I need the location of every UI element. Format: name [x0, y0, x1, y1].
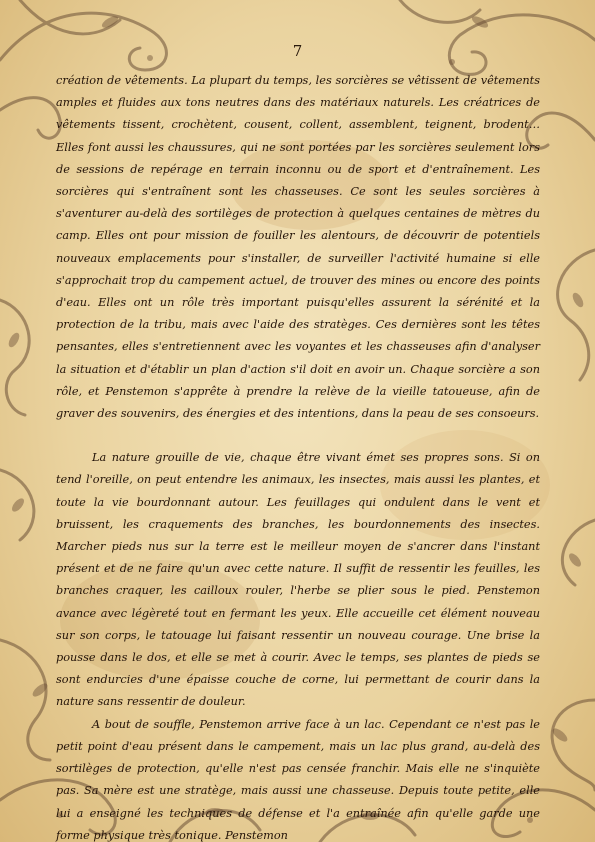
body-text	[56, 70, 540, 842]
page-number: 7	[292, 42, 303, 60]
paragraph: création de vêtements. La plupart du temps, les sorcières se vêtissent de vêtements amples et fluides aux tons neutres dans des matériaux naturels. Les créatrices de vêtements tissent, crochètent, cousent, collent, assemblent, teignent, brodent… Elles font aussi les chaussures, qui ne sont portées par les sorcières seulement lors de sessions de repérage en terrain inconnu ou de sport et d'entraînement. Les sorcières qui s'entraînent sont les chasseuses. Ce sont les seules sorcières à s'aventurer au-delà des sortilèges de protection à quelques centaines de mètres du camp. Elles ont pour mission de fouiller les alentours, de découvrir de potentiels nouveaux emplacements pour s'installer, de surveiller l'activité humaine si elle s'approchait trop du campement actuel, de trouver des mines ou encore des points d'eau. Elles ont un rôle très important puisqu'elles assurent la sérénité et la protection de la tribu, mais avec l'aide des stratèges. Ces dernières sont les têtes pensantes, elles s'entretiennent avec les voyantes et les chasseuses afin d'analyser la situation et d'établir un plan d'action s'il doit en avoir un. Chaque sorcière a son rôle, et Penstemon s'apprête à prendre la relève de la vieille tatoueuse, afin de graver des souvenirs, des énergies et des intentions, dans la peau de ses consoeurs.	[56, 74, 540, 421]
paragraph: La nature grouille de vie, chaque être vivant émet ses propres sons. Si on tend l'oreille, on peut entendre les animaux, les insectes, mais aussi les plantes, et toute la vie bourdonnant autour. Les feuillages qui ondulent dans le vent et bruissent, les craquements des branches, les bourdonnements des insectes. Marcher pieds nus sur la terre est le meilleur moyen de s'ancrer dans l'instant présent et de ne faire qu'un avec cette nature. Il suffit de ressentir les feuilles, les branches craquer, les cailloux rouler, l'herbe se plier sous le pied. Penstemon avance avec légèreté tout en fermant les yeux. Elle accueille cet élément nouveau sur son corps, le tatouage lui faisant ressentir un nouveau courage. Une brise la pousse dans le dos, et elle se met à courir. Avec le temps, ses plantes de pieds se sont endurcies d'une épaisse couche de corne, lui permettant de courir dans la nature sans ressentir de douleur.	[56, 451, 540, 709]
paragraph: A bout de souffle, Penstemon arrive face à un lac. Cependant ce n'est pas le petit point d'eau présent dans le campement, mais un lac plus grand, au-delà des sortilèges de protection, qu'elle n'est pas censée franchir. Mais elle ne s'inquiète pas. Sa mère est une stratège, mais aussi une chasseuse. Depuis toute petite, elle lui a enseigné les techniques de défense et l'a entraînée afin qu'elle garde une forme physique très tonique. Penstemon	[56, 717, 540, 842]
